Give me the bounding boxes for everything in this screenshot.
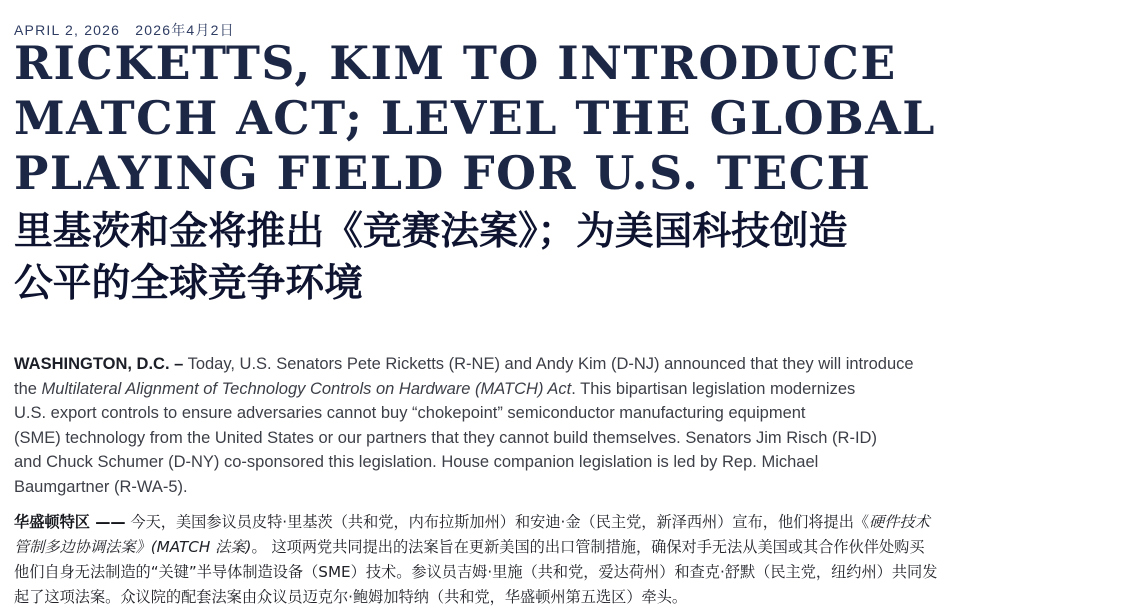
body-paragraph-chinese <box>14 510 1118 610</box>
body-english-line <box>14 377 1118 402</box>
body-text: the <box>14 379 42 398</box>
headline-english-line: MATCH ACT; LEVEL THE GLOBAL <box>14 91 936 145</box>
body-paragraph-english <box>14 352 1118 499</box>
act-title-chinese: 硬件技术 <box>869 513 930 531</box>
act-title: Multilateral Alignment of Technology Controls on Hardware (MATCH) Act <box>41 379 572 398</box>
body-text: Today, U.S. Senators Pete Ricketts (R-NE) and Andy Kim (D-NJ) announced that they will introduce <box>183 355 914 373</box>
body-english-line: (SME) technology from the United States or our partners that they cannot build themselves. Senators Jim Risch (R-ID) <box>14 428 877 447</box>
act-title-chinese: 管制多边协调法案》(MATCH 法案) <box>14 538 252 556</box>
headline-english-line: RICKETTS, KIM TO INTRODUCE <box>14 36 897 90</box>
body-chinese-line <box>14 535 1118 560</box>
headline-english <box>14 36 1124 201</box>
body-chinese-line: 起了这项法案。众议院的配套法案由众议员迈克尔·鲍姆加特纳（共和党，华盛顿州第五选区）牵头。 <box>14 588 688 606</box>
headline-english-line: PLAYING FIELD FOR U.S. TECH <box>14 146 872 200</box>
body-english-line: Baumgartner (R-WA-5). <box>14 477 188 496</box>
date-chinese: 2026年4月2日 <box>135 22 235 38</box>
date-english: APRIL 2, 2026 <box>14 22 121 38</box>
body-text: . This bipartisan legislation modernizes <box>571 379 856 398</box>
body-text: 今天，美国参议员皮特·里基茨（共和党，内布拉斯加州）和安迪·金（民主党，新泽西州）宣布，他们将提出《 <box>125 513 870 531</box>
body-english-line: and Chuck Schumer (D-NY) co-sponsored this legislation. House companion legislation is led by Rep. Michael <box>14 453 819 471</box>
dateline-location: WASHINGTON, D.C. – <box>14 355 184 373</box>
body-english-line <box>14 352 1118 377</box>
headline-chinese <box>14 206 1124 310</box>
body-text: 。 这项两党共同提出的法案旨在更新美国的出口管制措施，确保对手无法从美国或其合作伙伴处购买 <box>251 538 925 556</box>
body-english-line: U.S. export controls to ensure adversaries cannot buy “chokepoint” semiconductor manufacturing equipment <box>14 404 806 422</box>
headline-chinese-line: 里基茨和金将推出《竞赛法案》；为美国科技创造 <box>14 209 848 254</box>
body-chinese-line <box>14 510 1118 535</box>
body-chinese-line: 他们自身无法制造的“关键”半导体制造设备（SME）技术。参议员吉姆·里施（共和党，爱达荷州）和查克·舒默（民主党，纽约州）共同发 <box>14 563 938 581</box>
dateline-location-chinese: 华盛顿特区 —— <box>14 513 126 531</box>
headline-chinese-line: 公平的全球竞争环境 <box>14 261 363 306</box>
